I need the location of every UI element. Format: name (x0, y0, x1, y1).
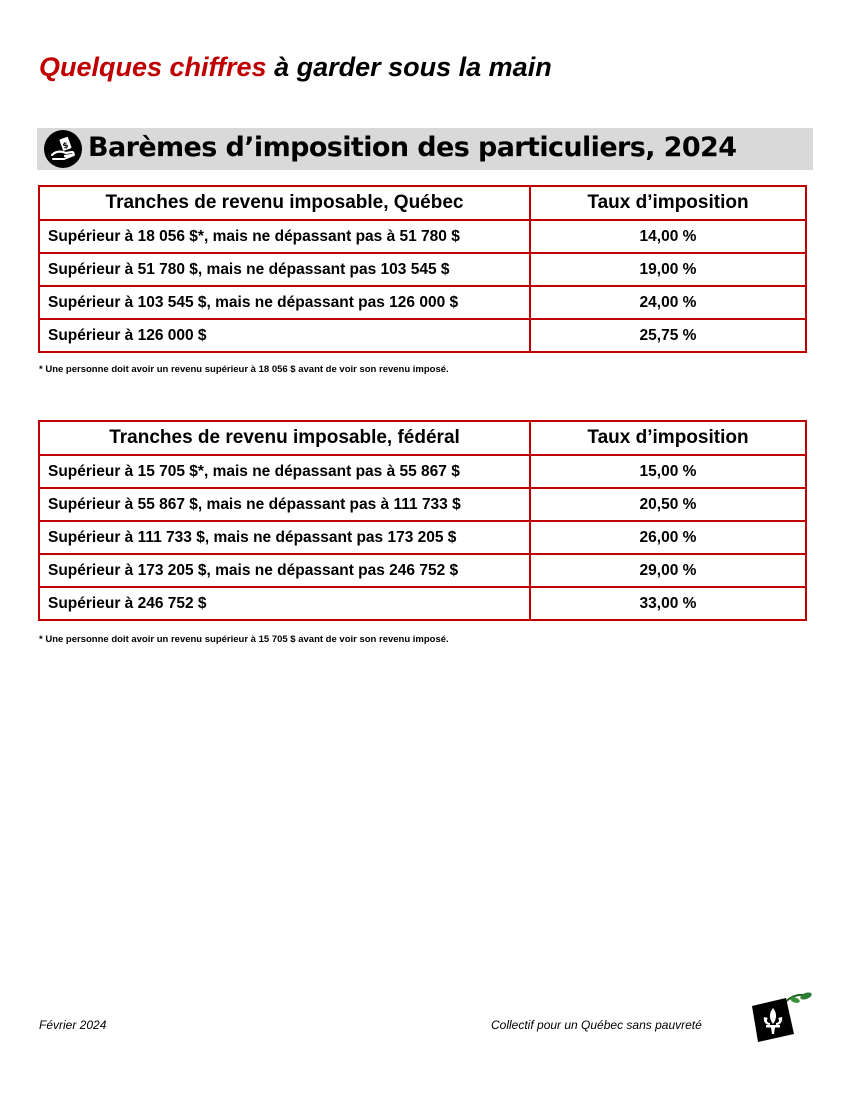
bracket-cell: Supérieur à 126 000 $ (39, 319, 530, 352)
rate-cell: 19,00 % (530, 253, 806, 286)
page-title-accent: Quelques chiffres (39, 52, 267, 82)
column-header-rate: Taux d’imposition (530, 186, 806, 220)
table-row (39, 220, 806, 253)
column-header-brackets: Tranches de revenu imposable, fédéral (39, 421, 530, 455)
bracket-cell: Supérieur à 51 780 $, mais ne dépassant pas 103 545 $ (39, 253, 530, 286)
footer-date: Février 2024 (39, 1018, 107, 1032)
table-header-row (39, 186, 806, 220)
bracket-cell: Supérieur à 18 056 $*, mais ne dépassant pas à 51 780 $ (39, 220, 530, 253)
tax-hand-icon (44, 130, 82, 168)
rate-cell: 33,00 % (530, 587, 806, 620)
bracket-cell: Supérieur à 246 752 $ (39, 587, 530, 620)
rate-cell: 25,75 % (530, 319, 806, 352)
bracket-cell: Supérieur à 55 867 $, mais ne dépassant pas à 111 733 $ (39, 488, 530, 521)
column-header-brackets: Tranches de revenu imposable, Québec (39, 186, 530, 220)
federal-footnote: * Une personne doit avoir un revenu supérieur à 15 705 $ avant de voir son revenu imposé. (39, 634, 449, 645)
federal-tax-table (38, 420, 807, 621)
bracket-cell: Supérieur à 15 705 $*, mais ne dépassant pas à 55 867 $ (39, 455, 530, 488)
table-row (39, 286, 806, 319)
table-row (39, 521, 806, 554)
bracket-cell: Supérieur à 173 205 $, mais ne dépassant pas 246 752 $ (39, 554, 530, 587)
table-row (39, 587, 806, 620)
quebec-tax-table (38, 185, 807, 353)
bracket-cell: Supérieur à 111 733 $, mais ne dépassant pas 173 205 $ (39, 521, 530, 554)
svg-text:$: $ (61, 140, 70, 151)
section-header (37, 128, 813, 170)
footer-organization: Collectif pour un Québec sans pauvreté (491, 1018, 702, 1032)
rate-cell: 26,00 % (530, 521, 806, 554)
section-title: Barèmes d’imposition des particuliers, 2024 (88, 132, 737, 163)
table-row (39, 253, 806, 286)
fleur-de-lis-sprout-logo (746, 990, 816, 1044)
column-header-rate: Taux d’imposition (530, 421, 806, 455)
table-row (39, 455, 806, 488)
rate-cell: 20,50 % (530, 488, 806, 521)
table-row (39, 319, 806, 352)
page-title-rest: à garder sous la main (266, 52, 552, 82)
table-header-row (39, 421, 806, 455)
quebec-footnote: * Une personne doit avoir un revenu supérieur à 18 056 $ avant de voir son revenu imposé. (39, 364, 449, 375)
rate-cell: 29,00 % (530, 554, 806, 587)
table-row (39, 488, 806, 521)
rate-cell: 15,00 % (530, 455, 806, 488)
page-title (39, 52, 552, 83)
rate-cell: 14,00 % (530, 220, 806, 253)
bracket-cell: Supérieur à 103 545 $, mais ne dépassant pas 126 000 $ (39, 286, 530, 319)
table-row (39, 554, 806, 587)
rate-cell: 24,00 % (530, 286, 806, 319)
